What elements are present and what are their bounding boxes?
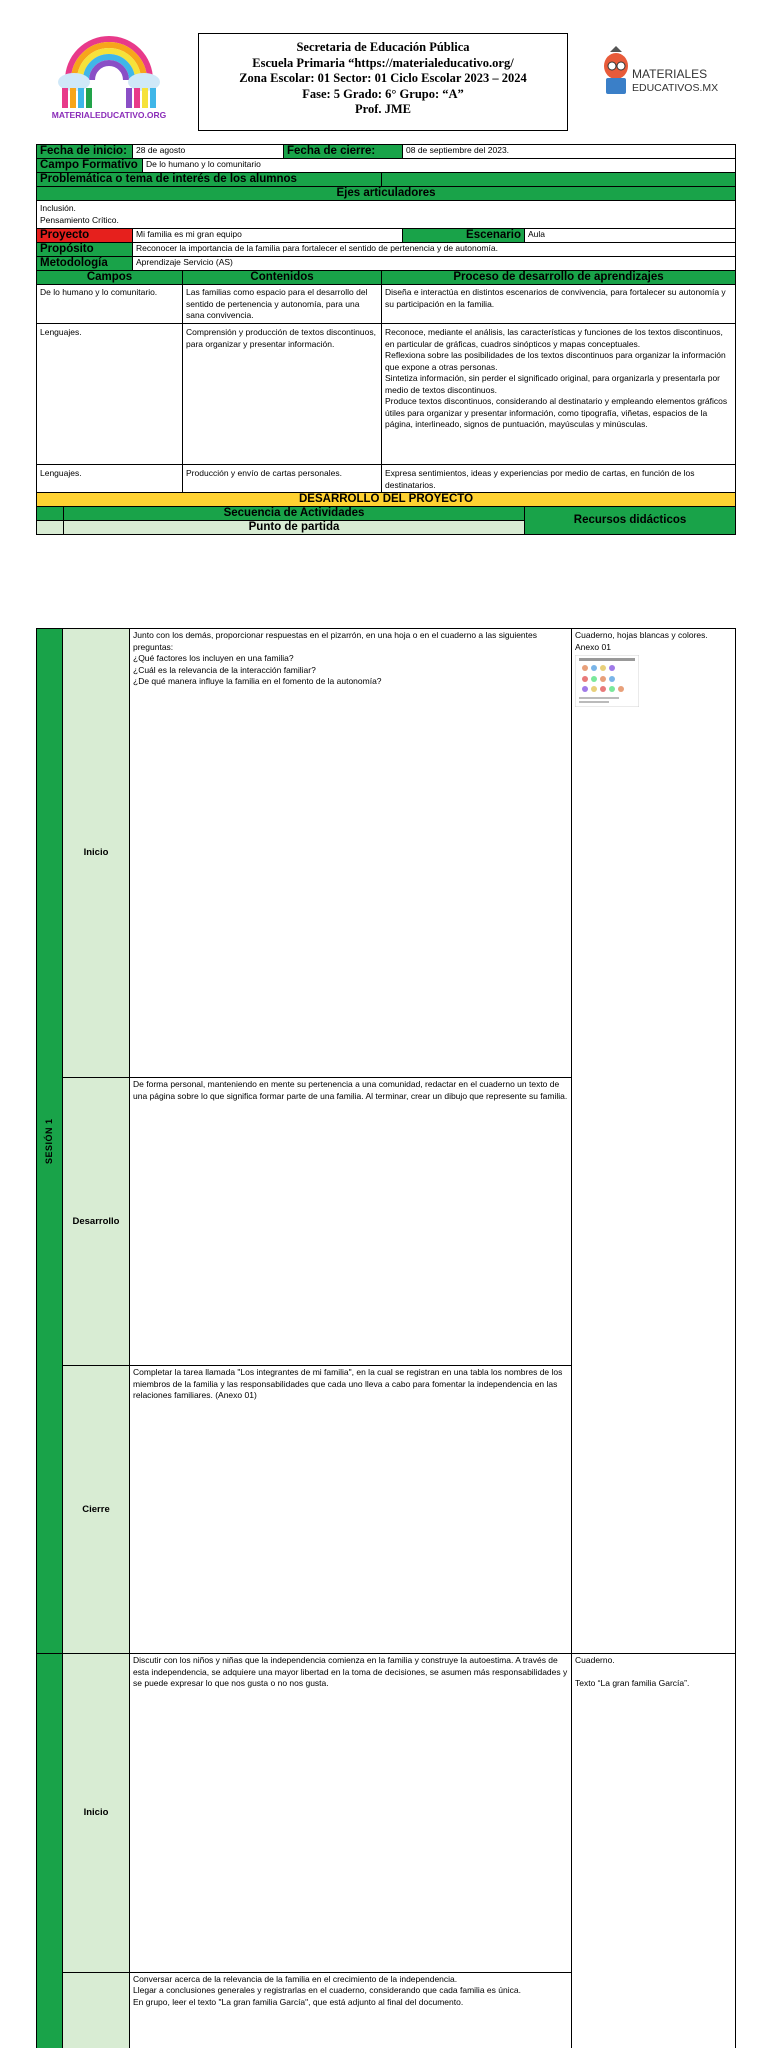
fecha-cierre-value: 08 de septiembre del 2023. xyxy=(403,145,736,159)
s1-recurso-2: Anexo 01 xyxy=(575,642,732,654)
header-line-1: Secretaria de Educación Pública xyxy=(199,40,567,56)
ejes-header: Ejes articuladores xyxy=(37,187,736,201)
fecha-inicio-label: Fecha de inicio: xyxy=(37,145,133,159)
metodologia-label: Metodología xyxy=(37,257,133,271)
fecha-cierre-label: Fecha de cierre: xyxy=(284,145,403,159)
proposito-label: Propósito xyxy=(37,243,133,257)
row-contenido: Las familias como espacio para el desarrollo del sentido de pertenencia y autonomía, para una sana convivencia. xyxy=(183,285,382,324)
sessions-table xyxy=(36,628,736,2048)
col-campos: Campos xyxy=(37,271,183,285)
header-line-5: Prof. JME xyxy=(199,102,567,118)
materialeseducativos-logo xyxy=(600,44,740,104)
campo-formativo-value: De lo humano y lo comunitario xyxy=(143,159,736,173)
table-row xyxy=(37,324,736,465)
row-campo: Lenguajes. xyxy=(37,324,183,465)
s2-desarrollo-text xyxy=(130,1972,572,2048)
metodologia-value: Aprendizaje Servicio (AS) xyxy=(133,257,736,271)
col-proceso: Proceso de desarrollo de aprendizajes xyxy=(382,271,736,285)
header-line-3: Zona Escolar: 01 Sector: 01 Ciclo Escolar 2023 – 2024 xyxy=(199,71,567,87)
s1-cierre-text xyxy=(130,1366,572,1654)
spacer-cell xyxy=(37,521,64,535)
table-row xyxy=(37,465,736,493)
eje-inclusion: Inclusión. xyxy=(40,203,732,215)
s1-desarrollo-text: De forma personal, manteniendo en mente su pertenencia a una comunidad, redactar en el cuaderno un texto de una página sobre lo que significa formar parte de una familia. Al terminar, crear un dibujo que represente su familia. xyxy=(130,1078,572,1366)
s2-inicio-text xyxy=(130,1654,572,1973)
col-contenidos: Contenidos xyxy=(183,271,382,285)
anexo-01-thumbnail xyxy=(575,655,639,707)
punto-partida-header: Punto de partida xyxy=(64,521,525,535)
row-contenido: Producción y envío de cartas personales. xyxy=(183,465,382,493)
s2-recurso-2 xyxy=(575,1678,732,1690)
row-campo: De lo humano y lo comunitario. xyxy=(37,285,183,324)
materialeducativo-logo xyxy=(48,30,170,128)
escenario-label: Escenario xyxy=(403,229,525,243)
proposito-value: Reconocer la importancia de la familia para fortalecer el sentido de pertenencia y de autonomía. xyxy=(133,243,736,257)
svg-text:MATERIALES: MATERIALES xyxy=(632,67,707,81)
eje-pensamiento-critico: Pensamiento Crítico. xyxy=(40,215,732,227)
escenario-value: Aula xyxy=(525,229,736,243)
header-line-4: Fase: 5 Grado: 6° Grupo: “A” xyxy=(199,87,567,103)
cierre-label xyxy=(63,1366,130,1654)
planning-table xyxy=(36,144,736,535)
desarrollo-label: Desarrollo xyxy=(63,1078,130,1366)
session-2-label xyxy=(37,1654,63,2048)
svg-text:EDUCATIVOS.MX: EDUCATIVOS.MX xyxy=(632,82,718,94)
recursos-header: Recursos didácticos xyxy=(525,507,736,535)
inicio-label xyxy=(63,1654,130,1973)
desarrollo-label xyxy=(63,1972,130,2048)
s1-recurso-1: Cuaderno, hojas blancas y colores. xyxy=(575,630,732,642)
problematica-value xyxy=(382,173,736,187)
fecha-inicio-value: 28 de agosto xyxy=(133,145,284,159)
problematica-label: Problemática o tema de interés de los alumnos xyxy=(37,173,382,187)
table-row xyxy=(37,285,736,324)
proyecto-value: Mi familia es mi gran equipo xyxy=(133,229,403,243)
inicio-label: Inicio xyxy=(63,629,130,1078)
spacer-cell xyxy=(37,507,64,521)
proyecto-label: Proyecto xyxy=(37,229,133,243)
row-proceso: Reconoce, mediante el análisis, las características y funciones de los textos discontinuos, en particular de gráficas, cuadros sinópticos y mapas conceptuales. Reflexiona sobre las posibilidades de los textos discontinuos para organizar la información que expone a otras personas. Sintetiza información, sin perder el significado original, para organizarla y presentarla por medio de textos discontinuos. Produce textos discontinuos, considerando al destinatario y empleando elementos gráficos útiles para organizar y presentar información, como tipografía, viñetas, espacios de la página, interlineado, signos de puntuación, mayúsculas y minúsculas. xyxy=(382,324,736,465)
row-proceso: Expresa sentimientos, ideas y experiencias por medio de cartas, en función de los destinatarios. xyxy=(382,465,736,493)
campo-formativo-label: Campo Formativo xyxy=(37,159,143,173)
desarrollo-title: DESARROLLO DEL PROYECTO xyxy=(37,493,736,507)
svg-text:MATERIALEDUCATIVO.ORG: MATERIALEDUCATIVO.ORG xyxy=(52,110,167,120)
school-header xyxy=(198,33,568,131)
row-campo: Lenguajes. xyxy=(37,465,183,493)
s2-recursos xyxy=(572,1654,736,2048)
s1-inicio-text: Junto con los demás, proporcionar respuestas en el pizarrón, en una hoja o en el cuaderno a las siguientes preguntas: ¿Qué factores los incluyen en una familia? ¿Cuál es la relevancia de la interacción familiar? ¿De qué manera influye la familia en el fomento de la autonomía? xyxy=(130,629,572,1078)
row-contenido: Comprensión y producción de textos discontinuos, para organizar y presentar información. xyxy=(183,324,382,465)
header-line-2: Escuela Primaria “https://materialeducativo.org/ xyxy=(199,56,567,72)
s1-recursos xyxy=(572,629,736,1654)
secuencia-header: Secuencia de Actividades xyxy=(64,507,525,521)
session-1-label: SESIÓN 1 xyxy=(37,629,63,1654)
row-proceso: Diseña e interactúa en distintos escenarios de convivencia, para fortalecer su autonomía y su participación en la familia. xyxy=(382,285,736,324)
s2-recurso-1 xyxy=(575,1655,732,1667)
